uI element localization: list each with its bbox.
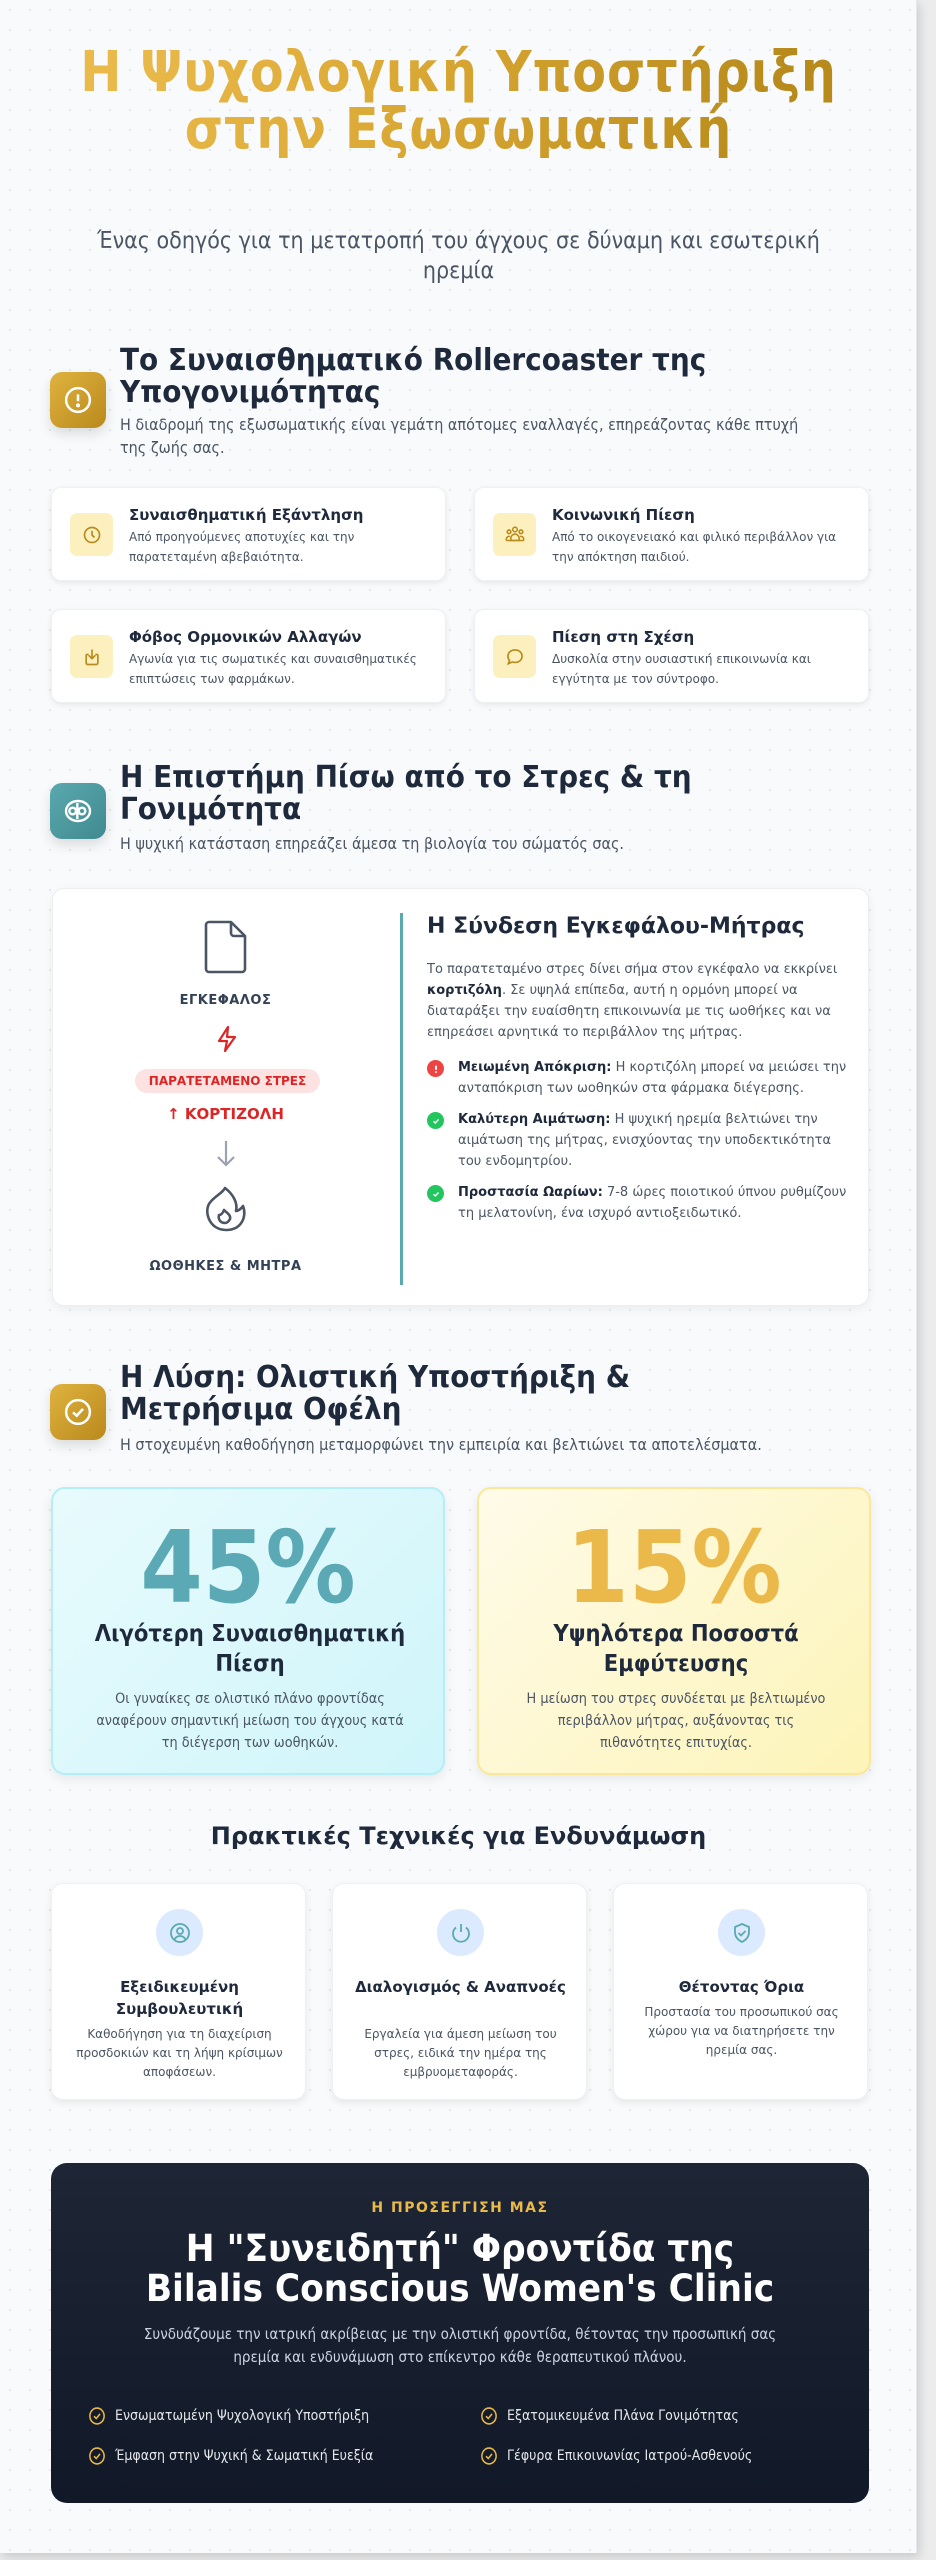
brain-womb-panel xyxy=(427,913,847,1234)
check-icon xyxy=(427,1112,444,1129)
technique-description: Καθοδήγηση για τη διαχείριση προσδοκιών και τη λήψη κρίσιμων αποφάσεων. xyxy=(76,2027,283,2079)
challenge-description: Δυσκολία στην ουσιαστική επικοινωνία και εγγύτητα με τον σύντροφο. xyxy=(552,652,811,686)
approach-title xyxy=(80,2229,841,2309)
effect-item-positive xyxy=(427,1182,847,1224)
shield-check-icon xyxy=(718,1909,765,1956)
panel-text-start: Το παρατεταμένο στρες δίνει σήμα στον εγκέφαλο να εκκρίνει xyxy=(427,962,838,977)
rollercoaster-section-header xyxy=(50,345,850,455)
feature-label: Εξατομικευμένα Πλάνα Γονιμότητας xyxy=(507,2408,739,2424)
document-brain-icon xyxy=(203,919,249,979)
stat-card-implantation xyxy=(477,1487,871,1775)
stat-description: Η μείωση του στρες συνδέεται με βελτιωμένο περιβάλλον μήτρας, αυξάνοντας τις πιθανότητες επιτυχίας. xyxy=(526,1691,826,1751)
clinic-approach-panel xyxy=(51,2163,869,2503)
feature-label: Έμφαση στην Ψυχική & Σωματική Ευεξία xyxy=(115,2448,374,2464)
stat-description: Οι γυναίκες σε ολιστικό πλάνο φροντίδας αναφέρουν σημαντική μείωση του άγχους κατά τη διέγερση των ωοθηκών. xyxy=(96,1691,404,1751)
panel-title: Η Σύνδεση Εγκεφάλου-Μήτρας xyxy=(427,914,805,939)
approach-description: Συνδυάζουμε την ιατρική ακρίβειας με την ολιστική φροντίδα, θέτοντας την προσωπική σας ηρεμία και ενδυνάμωση στο επίκεντρο κάθε θεραπευτικού πλάνου. xyxy=(143,2325,777,2366)
organs-label: ΩΟΘΗΚΕΣ & ΜΗΤΡΑ xyxy=(149,1259,302,1274)
hero-title: Η Ψυχολογική Υποστήριξη στην Εξωσωματική xyxy=(55,44,862,158)
user-circle-icon xyxy=(156,1909,203,1956)
effect-label: Καλύτερη Αιμάτωση: xyxy=(458,1112,611,1127)
panel-text-end: . Σε υψηλά επίπεδα, αυτή η ορμόνη μπορεί να διαταράξει την ευαίσθητη επικοινωνία με τις ωοθήκες και να επηρεάσει αρνητικά το περιβάλλον της μήτρας. xyxy=(427,983,831,1040)
accent-divider xyxy=(400,913,403,1285)
approach-kicker: Η ΠΡΟΣΕΓΓΙΣΗ ΜΑΣ xyxy=(371,2200,549,2216)
lightning-icon xyxy=(215,1025,239,1057)
science-description: Η ψυχική κατάσταση επηρεάζει άμεσα τη βιολογία του σώματός σας. xyxy=(120,834,624,853)
arrow-down-icon xyxy=(215,1139,237,1173)
stat-title: Υψηλότερα Ποσοστά Εμφύτευσης xyxy=(553,1621,799,1677)
users-icon xyxy=(493,513,536,556)
check-circle-icon xyxy=(50,1384,106,1440)
effect-item-positive xyxy=(427,1109,847,1172)
challenge-card xyxy=(474,609,869,703)
effects-list xyxy=(427,1057,847,1224)
challenge-title: Φόβος Ορμονικών Αλλαγών xyxy=(129,628,362,646)
stress-badge: ΠΑΡΑΤΕΤΑΜΕΝΟ ΣΤΡΕΣ xyxy=(135,1069,320,1093)
exclamation-icon xyxy=(427,1060,444,1077)
technique-card xyxy=(332,1883,587,2100)
challenge-card xyxy=(474,487,869,581)
approach-title-line2: Bilalis Conscious Women's Clinic xyxy=(145,2267,775,2310)
feature-item xyxy=(88,2446,373,2466)
stat-card-stress xyxy=(51,1487,445,1775)
stat-value: 15% xyxy=(566,1509,782,1626)
effect-text: Η ψυχική ηρεμία βελτιώνει την αιμάτωση της μήτρας, ενισχύοντας την υποδεκτικότητα του ενδομητρίου. xyxy=(458,1112,832,1169)
challenge-card xyxy=(51,487,446,581)
check-circle-icon xyxy=(480,2406,498,2426)
panel-text-highlight: κορτιζόλη xyxy=(427,983,502,998)
effect-item-negative xyxy=(427,1057,847,1099)
technique-description: Εργαλεία για άμεση μείωση του στρες, ειδικά την ημέρα της εμβρυομεταφοράς. xyxy=(364,2027,557,2079)
solution-section-header xyxy=(50,1362,850,1462)
technique-card xyxy=(51,1883,306,2100)
technique-card xyxy=(613,1883,868,2100)
hand-icon xyxy=(70,635,113,678)
effect-label: Μειωμένη Απόκριση: xyxy=(458,1060,612,1075)
check-circle-icon xyxy=(480,2446,498,2466)
science-title: Η Επιστήμη Πίσω από το Στρες & τη Γονιμότητα xyxy=(120,760,692,827)
hero-subtitle: Ένας οδηγός για τη μετατροπή του άγχους σε δύναμη και εσωτερική ηρεμία xyxy=(97,228,820,284)
check-circle-icon xyxy=(88,2406,106,2426)
stat-title: Λιγότερη Συναισθηματική Πίεση xyxy=(94,1621,406,1677)
feature-item xyxy=(480,2406,739,2426)
clock-icon xyxy=(70,513,113,556)
feature-item xyxy=(88,2406,369,2426)
cortisol-label: ↑ ΚΟΡΤΙΖΟΛΗ xyxy=(167,1105,284,1123)
panel-text xyxy=(427,959,847,1043)
solution-description: Η στοχευμένη καθοδήγηση μεταμορφώνει την εμπειρία και βελτιώνει τα αποτελέσματα. xyxy=(120,1435,762,1454)
challenge-title: Πίεση στη Σχέση xyxy=(552,628,695,646)
effect-label: Προστασία Ωαρίων: xyxy=(458,1185,603,1200)
feature-label: Γέφυρα Επικοινωνίας Ιατρού-Ασθενούς xyxy=(507,2448,753,2464)
stress-flow-diagram xyxy=(53,889,398,1307)
rollercoaster-title: Το Συναισθηματικό Rollercoaster της Υπογονιμότητας xyxy=(120,343,707,410)
science-section-header xyxy=(50,762,850,862)
challenge-description: Από το οικογενειακό και φιλικό περιβάλλον για την απόκτηση παιδιού. xyxy=(552,530,837,564)
alert-circle-icon xyxy=(50,372,106,428)
flame-organs-icon xyxy=(203,1185,249,1239)
approach-title-line1: Η "Συνειδητή" Φροντίδα της xyxy=(185,2227,735,2270)
brain-womb-card xyxy=(52,888,869,1306)
challenge-title: Κοινωνική Πίεση xyxy=(552,506,695,524)
stat-value: 45% xyxy=(140,1509,356,1626)
feature-item xyxy=(480,2446,752,2466)
technique-title: Διαλογισμός & Αναπνοές xyxy=(355,1978,566,1996)
effect-text: Η κορτιζόλη μπορεί να μειώσει την ανταπόκριση των ωοθηκών στα φάρμακα διέγερσης. xyxy=(458,1060,847,1096)
techniques-title: Πρακτικές Τεχνικές για Ενδυνάμωση xyxy=(210,1822,707,1850)
chat-bubble-icon xyxy=(493,635,536,678)
rollercoaster-description: Η διαδρομή της εξωσωματικής είναι γεμάτη απότομες εναλλαγές, επηρεάζοντας κάθε πτυχή της ζωής σας. xyxy=(120,415,799,457)
solution-title: Η Λύση: Ολιστική Υποστήριξη & Μετρήσιμα Οφέλη xyxy=(120,1360,631,1427)
power-icon xyxy=(437,1909,484,1956)
feature-label: Ενσωματωμένη Ψυχολογική Υποστήριξη xyxy=(115,2408,370,2424)
challenge-description: Από προηγούμενες αποτυχίες και την παρατεταμένη αβεβαιότητα. xyxy=(129,530,355,564)
effect-text: 7-8 ώρες ποιοτικού ύπνου ρυθμίζουν τη μελατονίνη, ένα ισχυρό αντιοξειδωτικό. xyxy=(458,1185,847,1221)
technique-title: Θέτοντας Όρια xyxy=(678,1978,805,1996)
technique-description: Προστασία του προσωπικού σας χώρου για να διατηρήσετε την ηρεμία σας. xyxy=(644,2005,839,2057)
challenge-title: Συναισθηματική Εξάντληση xyxy=(129,506,364,524)
brain-label: ΕΓΚΕΦΑΛΟΣ xyxy=(179,993,272,1008)
challenge-description: Αγωνία για τις σωματικές και συναισθηματικές επιπτώσεις των φαρμάκων. xyxy=(129,652,417,686)
check-icon xyxy=(427,1185,444,1202)
technique-title: Εξειδικευμένη Συμβουλευτική xyxy=(115,1978,244,2018)
brain-icon xyxy=(50,783,106,839)
challenge-card xyxy=(51,609,446,703)
check-circle-icon xyxy=(88,2446,106,2466)
